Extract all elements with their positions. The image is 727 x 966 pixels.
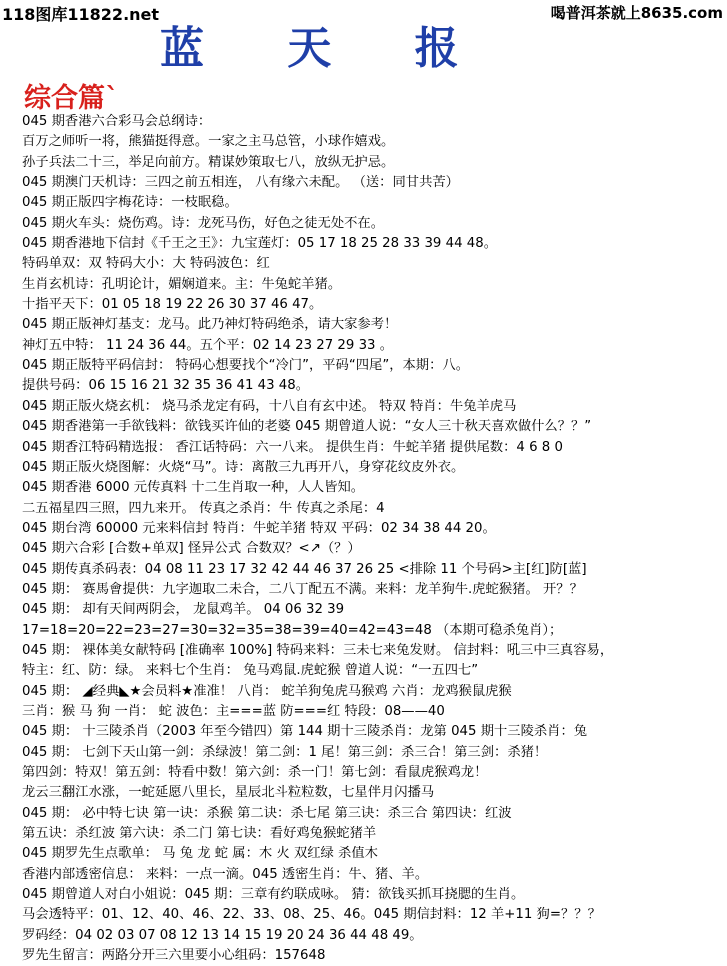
section-heading: 综合篇`	[24, 83, 119, 114]
text-line: 045 期澳门天机诗：三四之前五相连， 八有缘六未配。 （送：同甘共苦）	[22, 175, 459, 191]
text-line: 17=18=20=22=23=27=30=32=35=38=39=40=42=43=48 （本期可稳杀兔肖）；	[22, 622, 563, 638]
text-line: 045 期： 赛馬會提供：九字迦取二未合，二八丁配五不满。来料：龙羊狗牛.虎蛇猴猪。 开？？	[22, 581, 583, 597]
text-line: 香港内部透密信息： 来料：一点一滴。045 透密生肖：牛、猪、羊。	[22, 866, 429, 882]
text-line: 罗先生留言：两路分开三六里要小心组码：157648	[22, 948, 326, 964]
text-line: 045 期台湾 60000 元来料信封 特肖：牛蛇羊猪 特双 平码：02 34 38 44 20。	[22, 520, 496, 536]
text-line: 马会透特平：01、12、40、46、22、33、08、25、46。045 期信封料：12 羊+11 狗=？？？	[22, 907, 601, 923]
page-title: 蓝 天 报	[160, 23, 493, 74]
text-line: 龙云三翻江水涨，一蛇延愿八里长，星辰北斗粒粒数，七星伴月闪播马	[22, 785, 435, 801]
text-line: 生肖玄机诗：孔明论计，媚娴道来。主：牛兔蛇羊猪。	[22, 276, 342, 292]
text-line: 特主：红、防：绿。 来料七个生肖： 兔马鸡鼠.虎蛇猴 曾道人说：“一五四七”	[22, 663, 479, 679]
text-line: 045 期传真杀码表：04 08 11 23 17 32 42 44 46 37 26 25 <排除 11 个号码>主[红]防[蓝]	[22, 561, 587, 577]
text-line: 二五福星四三照，四九来开。 传真之杀肖：牛 传真之杀尾：4	[22, 500, 385, 516]
text-line: 045 期香江特码精选报： 香江话特码：六一八来。 提供生肖：牛蛇羊猪 提供尾数：4 6 8 0	[22, 439, 563, 455]
text-line: 045 期： 必中特七诀 第一诀：杀猴 第二诀：杀七尾 第三诀：杀三合 第四诀：红波	[22, 805, 512, 821]
text-line: 特码单双：双 特码大小：大 特码波色：红	[22, 256, 270, 272]
text-line: 045 期正版特平码信封： 特码心想要找个“冷门”，平码“四尾”，本期：八。	[22, 358, 469, 374]
text-line: 045 期： 七剑下天山第一剑：杀绿波！第二剑：1 尾！第三剑：杀三合！第三剑：杀猪！	[22, 744, 548, 760]
text-line: 045 期香港六合彩马会总纲诗：	[22, 114, 212, 129]
text-line: 提供号码：06 15 16 21 32 35 36 41 43 48。	[22, 378, 310, 394]
text-line: 百万之师听一将，熊猫挺得意。一家之主马总管，小球作嬉戏。	[22, 134, 395, 150]
text-line: 045 期香港地下信封《千王之王》：九宝莲灯：05 17 18 25 28 33 39 44 48。	[22, 236, 497, 252]
text-line: 045 期正版火烧玄机： 烧马杀龙定有码，十八自有玄中述。 特双 特肖：牛兔羊虎马	[22, 398, 517, 414]
text-line: 045 期香港第一手欲钱料：欲钱买许仙的老婆 045 期曾道人说：“女人三十秋天喜欢做什么？？”	[22, 419, 592, 435]
text-line: 045 期火车头：烧伤鸡。诗：龙死马伤，好色之徒无处不在。	[22, 215, 385, 231]
content-body	[22, 112, 727, 966]
text-line: 045 期： 十三陵杀肖（2003 年至今错四）第 144 期十三陵杀肖：龙第 045 期十三陵杀肖：兔	[22, 724, 588, 740]
text-line: 三肖：猴 马 狗 一肖： 蛇 波色：主===蓝 防===红 特段：08——40	[22, 703, 445, 719]
text-line: 045 期： ◢经典◣★会员料★准准！ 八肖： 蛇羊狗兔虎马猴鸡 六肖：龙鸡猴鼠虎猴	[22, 683, 512, 699]
text-line: 第四剑：特双！第五剑：特看中数！第六剑：杀一门！第七剑：看鼠虎猴鸡龙！	[22, 765, 488, 780]
text-line: 045 期正版神灯基支：龙马。此乃神灯特码绝杀，请大家参考！	[22, 317, 398, 333]
text-line: 045 期香港 6000 元传真料 十二生肖取一种，人人皆知。	[22, 480, 365, 496]
text-line: 045 期罗先生点歌单： 马 兔 龙 蛇 属：木 火 双红绿 杀值木	[22, 846, 378, 862]
text-line: 孙子兵法二十三，举足向前方。精谋妙策取七八，放纵无护忌。	[22, 154, 395, 170]
text-line: 045 期正版四字梅花诗：一枝眠稳。	[22, 195, 238, 211]
text-line: 十指平天下：01 05 18 19 22 26 30 37 46 47。	[22, 297, 323, 313]
text-line: 罗码经：04 02 03 07 08 12 13 14 15 19 20 24 36 44 48 49。	[22, 927, 423, 943]
text-line: 045 期： 却有天间两阴会， 龙鼠鸡羊。 04 06 32 39	[22, 602, 345, 618]
text-line: 神灯五中特： 11 24 36 44。五个平：02 14 23 27 29 33 。	[22, 337, 394, 353]
text-line: 第五诀：杀红波 第六诀：杀二门 第七诀：看好鸡兔猴蛇猪羊	[22, 826, 377, 842]
site-logo-left: 118图库11822.net	[2, 5, 160, 24]
text-line: 045 期曾道人对白小姐说：045 期：三章有约联成咏。 猜：欲钱买抓耳挠腮的生肖。	[22, 887, 525, 903]
text-line: 045 期六合彩 [合数+单双] 怪异公式 合数双？<↗（？）	[22, 541, 361, 557]
text-line: 045 期： 裸体美女献特码 [准确率 100%] 特码来料：三未七来兔发财。 信封料：吼三中三真容易，	[22, 642, 614, 658]
site-logo-right: 喝普洱茶就上8635.com	[550, 4, 723, 22]
text-line: 045 期正版火烧图解：火烧“马”。诗：离散三九再开八，身穿花纹皮外衣。	[22, 459, 465, 475]
